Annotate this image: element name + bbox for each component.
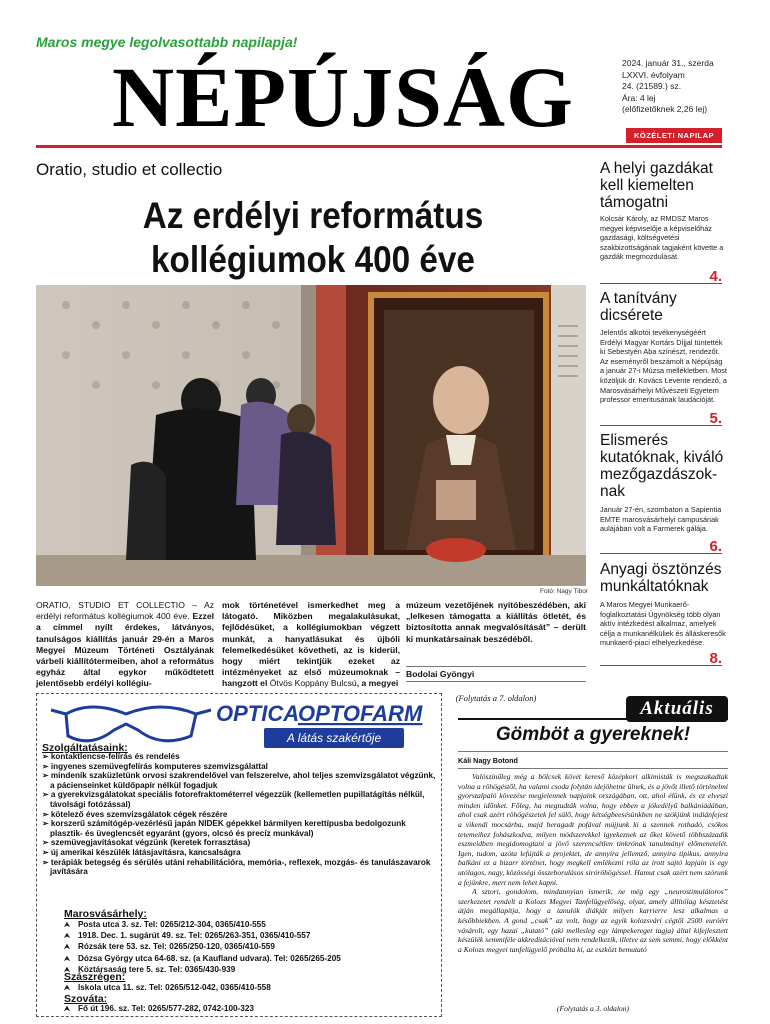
location-item: ⮝ Posta utca 3. sz. Tel: 0265/212-304, 0365/410-555 [64,920,341,931]
teaser-1-text: Kolcsár Károly, az RMDSZ Maros megyei képviselője a képviselőház gazdasági, költségvetési szakbizottságának tagjaként követte a gazdák megmozdulását. [600,214,724,262]
story-author: Bodolai Gyöngyi [406,666,586,682]
services-list [42,752,438,877]
teaser-1-title[interactable]: A helyi gazdákat kell kiemelten támogatni [600,160,713,211]
opinion-author: Káli Nagy Botond [458,756,728,769]
story-lead-bold: Ezzel a címmel nyílt érdekes, látványos, tanulságos kiállítás január 29-én a Maros Megyei Múzeum Történeti Osztályának várbeli kiállítótermeiben, ahol a református egyház által egykor működtetett jelentősebb erdélyi kollégiu- [36,611,214,689]
service-item: ➢ kötelező éves szemvizsgálatok cégek részére [42,810,438,820]
teaser-3-page[interactable]: 6. [600,540,722,554]
story-column-1 [36,600,214,690]
story-col2-end: , a megyei [356,678,399,689]
service-item: ➢ korszerű számítógép-vezérlésű japán NIDEK gépekkel bármilyen kerettípusba bedolgozunk plasztik- és üveglencsét egyaránt (gyors, olcsó és precíz munkával) [42,819,438,838]
ad-brand-optica: OPTICA [216,701,300,726]
slogan: Maros megye legolvasottabb napilapja! [36,34,298,50]
story-col2-text: mok történetével ismerkedhet meg a látogató. Miközben megalakulásukat, fejlődésüket, a kollégiumokban végzett munkát, a hanyatlásukat és újbóli felemelkedésüket követheti, az is kiderül, hogy miért tekintjük ezeket az intézményeket az első múzeumoknak – hangzott el [222,600,400,689]
marosvasarhely-heading: Marosvásárhely: [64,908,147,920]
issue-volume: LXXVI. évfolyam [622,69,685,80]
story-headline: Az erdélyi református kollégiumok 400 éve [142,195,484,280]
szovata-heading: Szováta: [64,993,108,1005]
szaszregen-heading: Szászrégen: [64,971,126,983]
opinion-paragraph-2: A sztori, gondolom, mindannyian ismerik, ne még egy „neurostimulátoros” szerkezetet rendelt a Kolozs Megyei Tanfelügyelőség, olyat, amely állítólag késztetést útján megállapítja, hogy a tanulók diákját milyen karrierre lesz alkalmas a későbbiekben. A gond „csak” az volt, hogy az egyik kolozsvári cégtől 2500 euróért vásárolt, egy hazai „kutató” (aki mellesleg egy lámpekereget tagja) által kifejlesztett készülék semmiféle akkreditációval nem rendelkezik, illetve az sem semmi, hogy előkként a Kolozs megyei tanfelügyelő próbálta ki, az eszközt bemutató [458,887,728,954]
opinion-paragraph-1: Valószínűleg még a bölcsek kövét kereső középkori alkimisták is megszakadtak volna a röhögéstől, ha valami csoda folytán idejöhetne ülnek, és a jövőt illető történelmi gyorstalpaló kövezése megjelennek napjaink országában, ott, ahol élünk, és ez elveszi minden időnket. Főleg, ha megtudták volna, hogy ebben a jókedélyű balkániádában, ahol csak azért röhögészetek fel sülő, hogy kétségbeesésünkben ne szökjünk indiánfejest a vikendi mocsárba, majd beragadt pofával mújjunk ki a szennek rothadó, csókos tetemeihez fohászkodva, milyen módszerekkel igyekeznek az őket követő többszázadik eszmeidben megidomogtani a jövő szerencsétlen tinkrónak tanulmányi előmenetelét. Igen, tudom, azóta lefújták a projektet, de annyira jellemző, annyira tipikus, annyira balkáni ez a bizarr történet, hogy megkell emlékezni róla az írott sajtó lapjain is egy utólagos, nagy, közösségi összeborulásos siróröhögéssel. Hamut csak azért nem szórunk a fejünkre, mert nem lehet kapni. [458,772,728,887]
service-item: ➢ szemüvegjavításokat végzünk (keretek forrasztása) [42,838,438,848]
service-item: ➢ a gyerekvizsgálatokat speciális fotorefraktométerrel végezzük (kellemetlen pupillatágítás nélkül, távolsági fotózással) [42,790,438,809]
tagline-badge: KÖZÉLETI NAPILAP [626,128,722,143]
newspaper-logo: NÉPÚJSÁG [112,49,574,145]
opinion-continued[interactable]: (Folytatás a 3. oldalon) [556,1004,630,1013]
opinion-title[interactable]: Gömböt a gyereknek! [495,724,691,745]
szovata-locations [64,1004,254,1015]
story-photo [36,285,586,586]
story-lead-caps: ORATIO, STUDIO ET COLLECTIO [36,600,185,610]
service-item: ➢ mindenik szaküzletünk orvosi szakrendelővel van felszerelve, ahol teljes szemvizsgálatot végzünk, a pácienseinket küldőpapír nélkül fogadjuk [42,771,438,790]
marosvasarhely-locations [64,920,341,976]
location-item: ⮝ Iskola utca 11. sz. Tel: 0265/512-042, 0365/410-558 [64,983,271,994]
location-item: ⮝ Rózsák tere 53. sz. Tel: 0265/250-120, 0365/410-559 [64,942,341,953]
location-item: ⮝ 1918. Dec. 1. sugárút 49. sz. Tel: 0265/263-351, 0365/410-557 [64,931,341,942]
issue-subscriber-price: (előfizetőknek 2,26 lej) [622,104,708,114]
story-continued[interactable]: (Folytatás a 7. oldalon) [455,693,537,703]
masthead-divider [36,145,722,148]
story-column-2 [222,600,400,690]
photo-credit: Fotó: Nagy Tibor [540,588,589,595]
teaser-2-page[interactable]: 5. [600,412,722,426]
teaser-2-text: Jelentős alkotói tevékenységéért Erdélyi Magyar Kortárs Díjjal tüntették ki Sebestyén Aba színészt, rendezőt. Az eseményről beszámolt a Népújság a január 27-i Múzsa mellékletben. Most közöljük dr. Kovács Levente rendező, a Marosvásárhelyi Művészeti Egyetem professor emeritusának laudációját. [600,328,727,405]
issue-price: Ára: 4 lej [622,92,656,103]
service-item: ➢ kontaktlencse-felírás és rendelés [42,752,438,762]
opinion-body [458,772,728,954]
ad-brand-optofarm: OPTOFARM [298,701,423,726]
location-item: ⮝ Fő út 196. sz. Tel: 0265/577-282, 0742-100-323 [64,1004,254,1015]
service-item: ➢ új amerikai készülék látásjavításra, kancsalságra [42,848,438,858]
teaser-4-title[interactable]: Anyagi ösztönzés munkáltatóknak [600,561,722,595]
location-item: ⮝ Köztársaság tere 5. sz. Tel: 0365/430-939 [64,965,341,976]
teaser-2-title[interactable]: A tanítvány dicsérete [600,290,677,324]
issue-info [622,58,714,116]
opinion-divider [458,751,728,752]
story-lead-text: – Az erdélyi református kollégiumok 400 éve. [36,600,215,622]
story-col2-name: Ötvös Koppány Bulcsú [269,678,357,689]
ad-tagline: A látás szakértője [286,731,382,745]
location-item: ⮝ Dózsa György utca 64-68. sz. (a Kaufland udvara). Tel: 0265/265-205 [64,954,341,965]
aktualis-badge: Aktuális [626,696,728,722]
museum-visitors-photo [36,285,586,586]
teaser-1-page[interactable]: 4. [600,270,722,284]
issue-date: 2024. január 31., szerda [622,58,714,68]
story-kicker: Oratio, studio et collectio [36,160,223,179]
teaser-3-title[interactable]: Elismerés kutatóknak, kiváló mezőgazdászok-nak [600,432,724,500]
issue-number: 24. (21589.) sz. [622,81,682,91]
service-item: ➢ ingyenes szemüvegfelírás komputeres szemvizsgálattal [42,762,438,772]
teaser-4-text: A Maros Megyei Munkaerő-foglalkoztatási Ügynökség több olyan aktív intézkedést alkalmaz, amelyek célja a munkanélküliek és álláskeresők munkaerő-piaci elhelyezkedése. [600,600,726,648]
teaser-3-text: Január 27-én, szombaton a Sapientia EMTE marosvásárhelyi campusának aulájában volt a Farmerek gálája. [600,505,722,534]
teaser-4-page[interactable]: 8. [600,652,722,666]
services-heading: Szolgáltatásaink: [42,742,128,754]
story-column-3: múzeum vezetőjének nyitóbeszédében, aki „lelkesen támogatta a kiállítás ötletét, és biztosította annak megvalósítását” – derült ki munkatársainak beszédéből. [406,600,586,644]
service-item: ➢ terápiák betegség és sérülés utáni rehabilitációra, memória-, reflexek, mozgás- és tanulászavarok javítására [42,858,438,877]
